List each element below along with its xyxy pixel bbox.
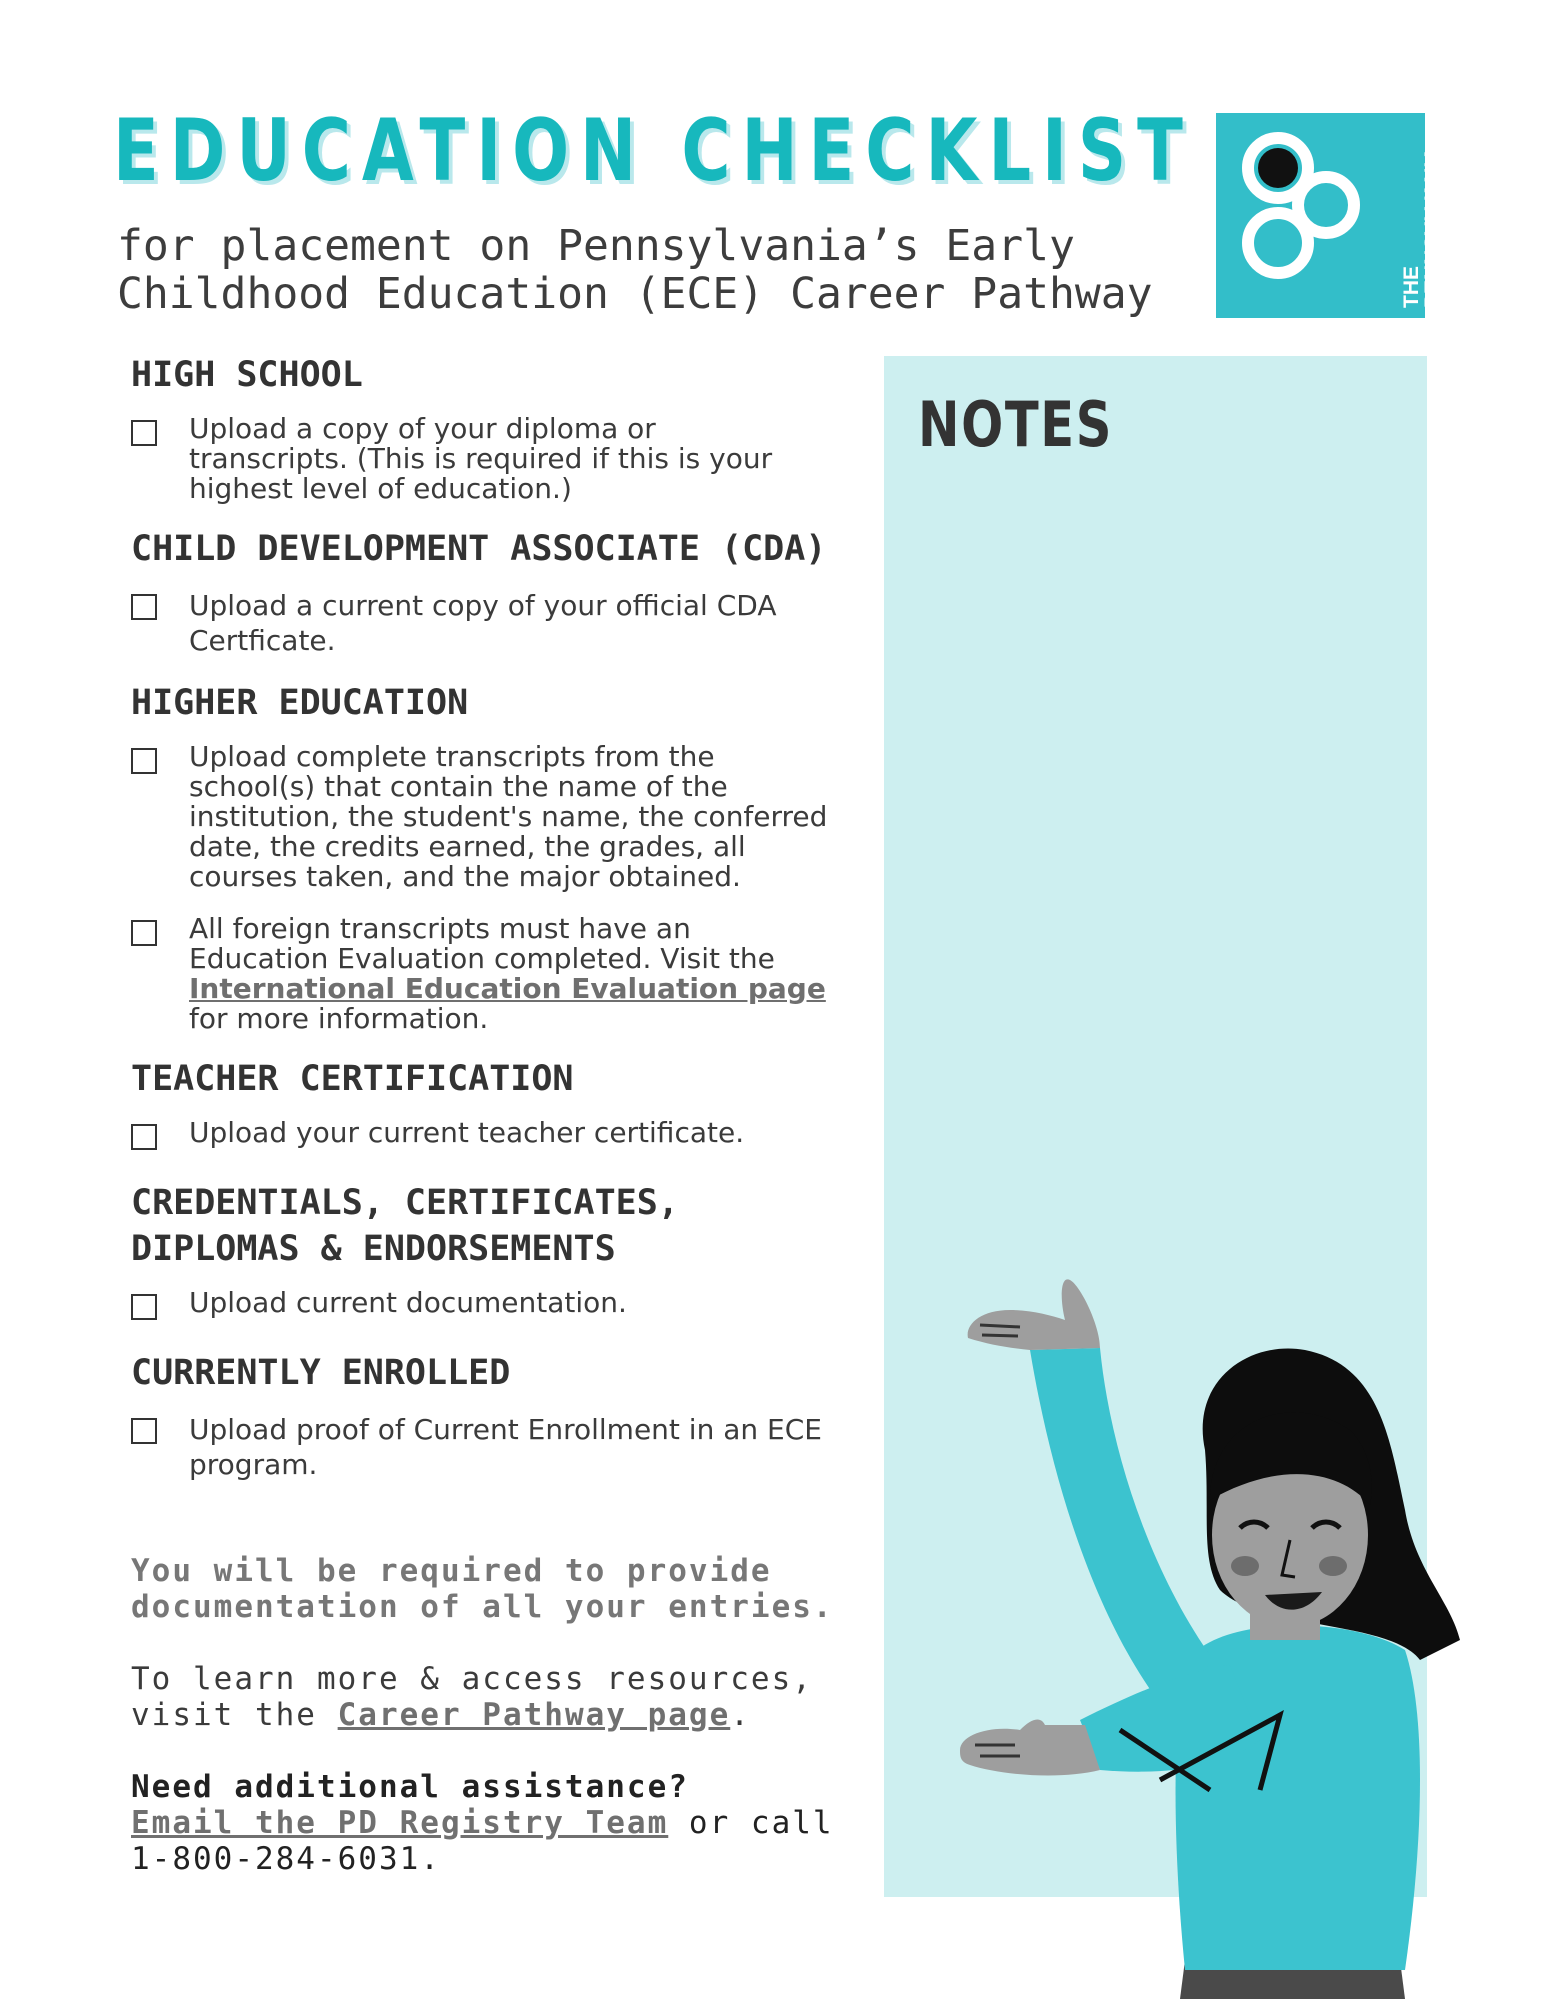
section-title-cda: CHILD DEVELOPMENT ASSOCIATE (CDA) [131,529,827,569]
page-subtitle [117,222,1177,318]
logo-wordmark: THE PENNSYLVANIA KEY [1400,146,1465,308]
checkbox[interactable] [131,1124,157,1150]
assistance: Need additional assistance? Email the PD Registry Team or call 1-800-284-6031. [131,1769,891,1877]
key-logo-icon [1216,113,1425,318]
item-text: Upload complete transcripts from the school(s) that contain the name of the institution, the student's name, the conferred date, the credits earned, the grades, all courses taken, and the major obtained. [189,740,828,893]
required-note: You will be required to provide documentation of all your entries. [131,1553,834,1625]
checklist [131,352,871,1504]
section-title-credentials: CREDENTIALS, CERTIFICATES, DIPLOMAS & ENDORSEMENTS [131,1183,679,1269]
checklist-item [131,1118,871,1150]
section-credentials [131,1180,871,1320]
assist-heading: Need additional assistance? [131,1769,689,1805]
checklist-item [131,414,871,504]
section-higher-education [131,680,871,1034]
item-text: Upload your current teacher certificate. [189,1116,745,1149]
section-teacher-certification [131,1056,871,1150]
checklist-item [131,588,871,658]
item-text: All foreign transcripts must have an Education Evaluation completed. Visit the International Education Evaluation page for more information. [189,912,826,1035]
pennsylvania-key-logo [1216,113,1465,318]
item-text: Upload a copy of your diploma or transcripts. (This is required if this is your highest level of education.) [189,412,773,505]
woman-illustration [960,1270,1460,1999]
notes-title: NOTES [918,388,1114,461]
checkbox[interactable] [131,748,157,774]
footer [131,1553,891,1913]
section-title-teacher-certification: TEACHER CERTIFICATION [131,1059,574,1099]
international-evaluation-link[interactable]: International Education Evaluation page [189,972,826,1005]
checklist-item [131,1412,871,1482]
page-title: EDUCATION CHECKLIST [113,101,1194,201]
section-cda [131,526,871,658]
subtitle-line-1: for placement on Pennsylvania’s Early [117,221,1075,271]
email-registry-link[interactable]: Email the PD Registry Team [131,1805,669,1841]
section-currently-enrolled [131,1350,871,1482]
learn-more: To learn more & access resources, visit the Career Pathway page. [131,1661,813,1733]
subtitle-line-2: Childhood Education (ECE) Career Pathway [117,269,1153,319]
checklist-item [131,742,871,892]
section-title-currently-enrolled: CURRENTLY ENROLLED [131,1353,511,1393]
checkbox[interactable] [131,1294,157,1320]
item-text: Upload current documentation. [189,1286,627,1319]
checklist-item [131,914,871,1034]
item-text: Upload a current copy of your official CDA Certficate. [189,589,777,657]
checkbox[interactable] [131,920,157,946]
checklist-item [131,1288,871,1320]
checkbox[interactable] [131,594,157,620]
section-high-school [131,352,871,504]
career-pathway-link[interactable]: Career Pathway page [337,1697,731,1733]
section-title-high-school: HIGH SCHOOL [131,355,363,395]
item-text: Upload proof of Current Enrollment in an ECE program. [189,1413,822,1481]
checkbox[interactable] [131,1418,157,1444]
checkbox[interactable] [131,420,157,446]
section-title-higher-education: HIGHER EDUCATION [131,683,469,723]
